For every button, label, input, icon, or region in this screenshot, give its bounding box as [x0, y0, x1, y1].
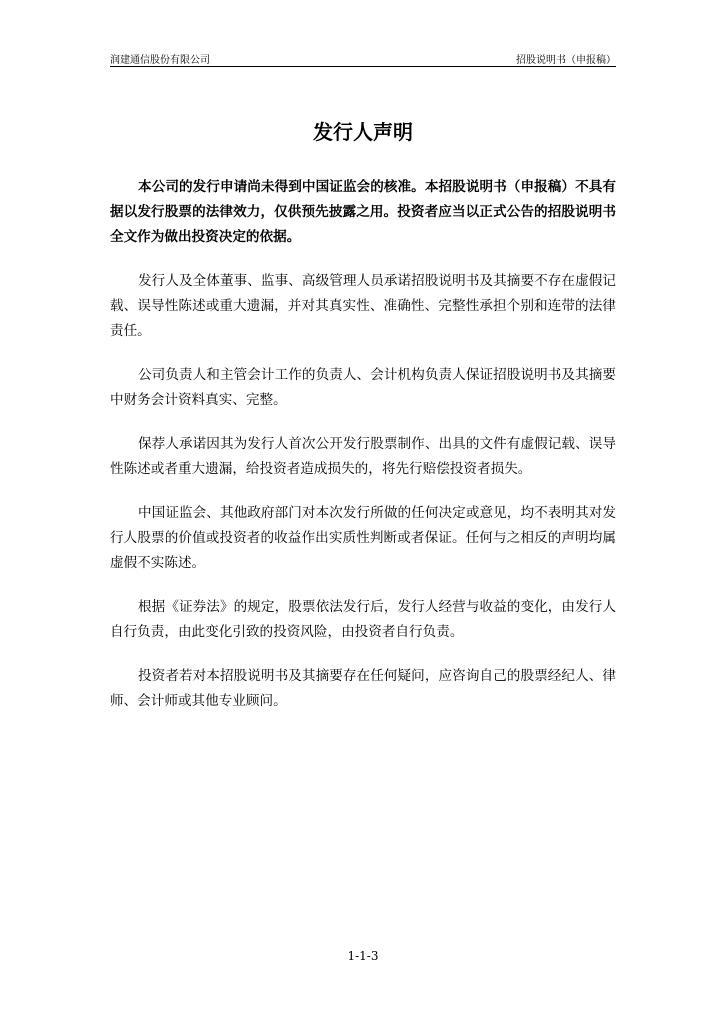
paragraph-director-commitment: 发行人及全体董事、监事、高级管理人员承诺招股说明书及其摘要不存在虚假记载、误导性陈述或重大遗漏，并对其真实性、准确性、完整性承担个别和连带的法律责任。: [110, 273, 616, 339]
page-number: 1-1-3: [347, 949, 379, 963]
document-body: [110, 175, 616, 733]
page-title: 发行人声明: [313, 120, 413, 144]
header-document-type: 招股说明书（申报稿）: [516, 55, 616, 66]
paragraph-sponsor-commitment: 保荐人承诺因其为发行人首次公开发行股票制作、出具的文件有虚假记载、误导性陈述或者重大遗漏，给投资者造成损失的，将先行赔偿投资者损失。: [110, 436, 616, 477]
paragraph-investment-risk: 根据《证券法》的规定，股票依法发行后，发行人经营与收益的变化，由发行人自行负责，由此变化引致的投资风险，由投资者自行负责。: [110, 599, 616, 640]
header-divider: [110, 66, 616, 67]
header-company-name: 润建通信股份有限公司: [110, 55, 210, 66]
paragraph-approval-notice: 本公司的发行申请尚未得到中国证监会的核准。本招股说明书（申报稿）不具有据以发行股票的法律效力，仅供预先披露之用。投资者应当以正式公告的招股说明书全文作为做出投资决定的依据。: [110, 179, 616, 245]
paragraph-regulator-disclaimer: 中国证监会、其他政府部门对本次发行所做的任何决定或意见，均不表明其对发行人股票的价值或投资者的收益作出实质性判断或者保证。任何与之相反的声明均属虚假不实陈述。: [110, 505, 616, 571]
page-header: [110, 50, 616, 66]
paragraph-financial-guarantee: 公司负责人和主管会计工作的负责人、会计机构负责人保证招股说明书及其摘要中财务会计资料真实、完整。: [110, 367, 616, 408]
paragraph-investor-advice: 投资者若对本招股说明书及其摘要存在任何疑问，应咨询自己的股票经纪人、律师、会计师或其他专业顾问。: [110, 668, 616, 709]
